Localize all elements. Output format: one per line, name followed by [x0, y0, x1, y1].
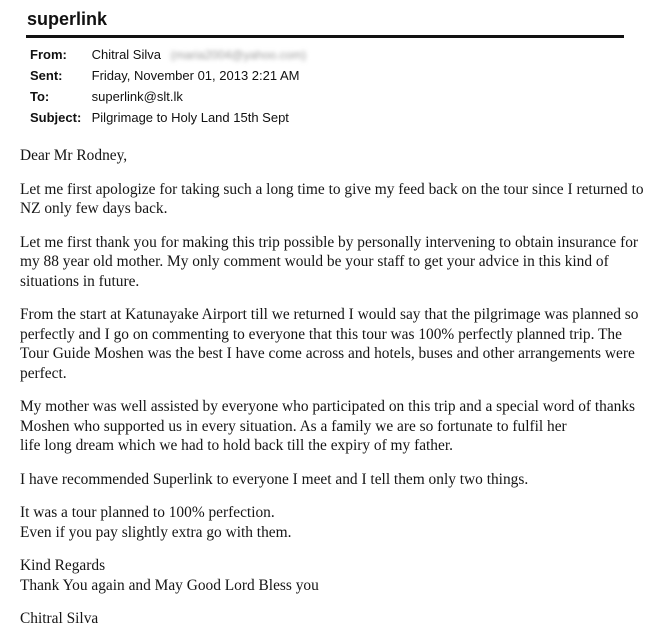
paragraph-summary [20, 503, 640, 542]
text-line: Let me first thank you for making this trip possible by personally intervening to obtain insurance for [20, 233, 639, 251]
paragraph-recommend [20, 470, 640, 490]
text-line: NZ only few days back. [20, 200, 168, 217]
from-name: Chitral Silva [91, 47, 161, 62]
sent-value: Friday, November 01, 2013 2:21 AM [91, 68, 300, 83]
subject-label: Subject: [30, 110, 82, 125]
text-line: Tour Guide Moshen was the best I have come across and hotels, buses and other arrangements were [20, 345, 635, 362]
text-line: Even if you pay slightly extra go with them. [20, 523, 292, 541]
text-line: Kind Regards [20, 557, 106, 574]
app-title: superlink [27, 9, 108, 29]
to-row [30, 89, 183, 104]
sent-label: Sent: [30, 68, 63, 83]
paragraph-tour [20, 305, 640, 383]
header-divider [26, 35, 624, 38]
subject-row [30, 110, 289, 125]
text-line: Let me first apologize for taking such a long time to give my feed back on the tour since I returned to [20, 180, 644, 198]
text-line: Moshen who supported us in every situation. As a family we are so fortunate to fulfil her [20, 417, 567, 435]
signature: Chitral Silva [20, 610, 99, 627]
paragraph-thanks [20, 233, 640, 292]
from-label: From: [30, 47, 67, 62]
text-line: My mother was well assisted by everyone who participated on this trip and a special word of thanks [20, 398, 636, 415]
text-line: From the start at Katunayake Airport till we returned I would say that the pilgrimage was planned so [20, 306, 639, 323]
text-line: It was a tour planned to 100% perfection. [20, 504, 275, 521]
text-line: situations in future. [20, 272, 140, 290]
text-line: my 88 year old mother. My only comment would be your staff to get your advice in this kind of [20, 253, 609, 270]
text-line: I have recommended Superlink to everyone I meet and I tell them only two things. [20, 470, 529, 488]
to-value: superlink@slt.lk [91, 89, 183, 104]
closing [20, 556, 640, 595]
paragraph-mother [20, 397, 640, 456]
to-label: To: [30, 89, 50, 104]
text-line: life long dream which we had to hold back till the expiry of my father. [20, 437, 453, 454]
subject-value: Pilgrimage to Holy Land 15th Sept [91, 110, 289, 125]
sent-row [30, 68, 300, 83]
paragraph-apology [20, 180, 644, 219]
text-line: Thank You again and May Good Lord Bless you [20, 576, 319, 594]
from-email-redacted: (maria2004@yahoo.com) [170, 48, 307, 62]
greeting: Dear Mr Rodney, [20, 147, 128, 164]
text-line: perfect. [20, 364, 67, 382]
text-line: perfectly and I go on commenting to everyone that this tour was 100% perfectly planned trip. The [20, 325, 622, 343]
letter-body [20, 146, 644, 643]
from-row [30, 47, 306, 62]
